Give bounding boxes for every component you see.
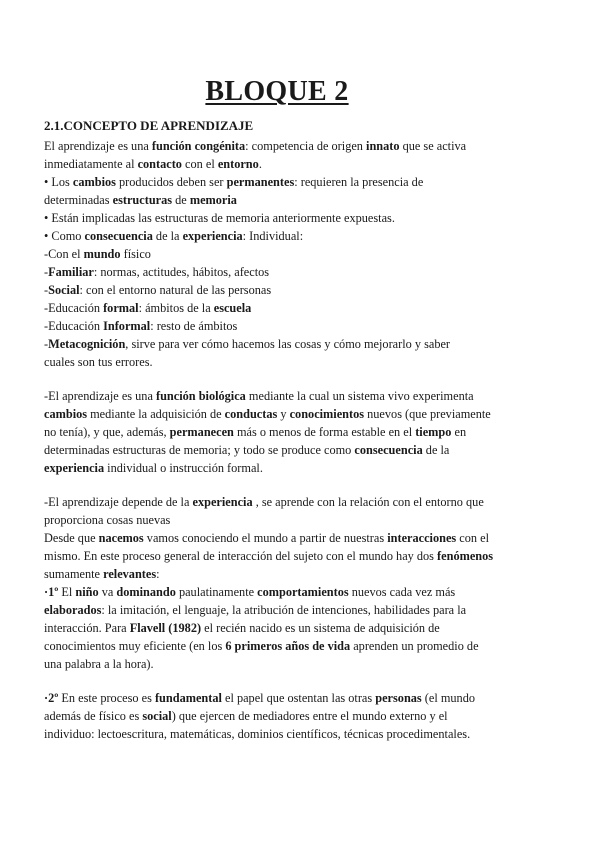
text-line bbox=[44, 459, 564, 477]
text-line bbox=[44, 601, 564, 619]
bold-term: social bbox=[142, 709, 172, 723]
text-line bbox=[44, 317, 564, 335]
text-run: aprenden un promedio de bbox=[350, 639, 479, 653]
bold-term: consecuencia bbox=[354, 443, 423, 457]
text-line bbox=[44, 725, 564, 743]
text-run: con el bbox=[181, 157, 218, 171]
text-run: El aprendizaje es una bbox=[44, 139, 152, 153]
bold-term: Social bbox=[48, 283, 80, 297]
text-run: vamos conociendo el mundo a partir de nuestras bbox=[143, 531, 388, 545]
bold-term: cambios bbox=[72, 175, 116, 189]
text-line bbox=[44, 511, 564, 529]
text-line bbox=[44, 405, 564, 423]
text-run: de bbox=[172, 193, 190, 207]
bold-term: fenómenos bbox=[437, 549, 494, 563]
text-run: no tenía), y que, además, bbox=[44, 425, 170, 439]
text-line bbox=[44, 191, 564, 209]
text-line bbox=[44, 281, 564, 299]
bold-term: tiempo bbox=[415, 425, 452, 439]
text-run: : Individual: bbox=[242, 229, 304, 243]
text-run: determinadas estructuras de memoria; y todo se produce como bbox=[44, 443, 355, 457]
text-run: - bbox=[44, 283, 49, 297]
text-run: En este proceso es bbox=[58, 691, 155, 705]
text-run: interacción. Para bbox=[44, 621, 130, 635]
text-line bbox=[44, 387, 564, 405]
text-line bbox=[44, 263, 564, 281]
bold-term: innato bbox=[366, 139, 400, 153]
text-run: - bbox=[44, 265, 49, 279]
text-line bbox=[44, 299, 564, 317]
text-run: físico bbox=[120, 247, 151, 261]
bold-term: personas bbox=[375, 691, 422, 705]
text-run: • Están implicadas las estructuras de memoria anteriormente expuestas. bbox=[44, 211, 395, 225]
text-run: individuo: lectoescritura, matemáticas, dominios científicos, técnicas procedimentales. bbox=[44, 727, 471, 741]
paragraph-block-1 bbox=[44, 137, 564, 371]
text-line bbox=[44, 583, 564, 601]
bold-term: elaborados bbox=[44, 603, 102, 617]
text-run: mediante la cual un sistema vivo experimenta bbox=[245, 389, 474, 403]
text-run: va bbox=[98, 585, 117, 599]
bold-term: Familiar bbox=[48, 265, 94, 279]
bold-term: conocimientos bbox=[289, 407, 365, 421]
text-run: . bbox=[258, 157, 262, 171]
text-run: (el mundo bbox=[421, 691, 475, 705]
text-line bbox=[44, 353, 564, 371]
text-line bbox=[44, 441, 564, 459]
text-line bbox=[44, 335, 564, 353]
text-line bbox=[44, 137, 564, 155]
text-run: -El aprendizaje es una bbox=[44, 389, 156, 403]
text-run: -El aprendizaje depende de la bbox=[44, 495, 193, 509]
paragraph-gap bbox=[44, 673, 564, 689]
bold-term: ·2º bbox=[44, 691, 59, 705]
text-run: el recién nacido es un sistema de adquisición de bbox=[201, 621, 440, 635]
text-run: - bbox=[44, 337, 49, 351]
bold-term: interacciones bbox=[387, 531, 457, 545]
bold-term: nacemos bbox=[98, 531, 144, 545]
text-line bbox=[44, 689, 564, 707]
text-line bbox=[44, 707, 564, 725]
bold-term: escuela bbox=[213, 301, 252, 315]
text-run: : ámbitos de la bbox=[138, 301, 214, 315]
text-line bbox=[44, 655, 564, 673]
bold-term: consecuencia bbox=[84, 229, 153, 243]
text-run: proporciona cosas nuevas bbox=[44, 513, 171, 527]
text-run: ) que ejercen de mediadores entre el mundo externo y el bbox=[171, 709, 448, 723]
text-run: además de físico es bbox=[44, 709, 143, 723]
text-run: individual o instrucción formal. bbox=[104, 461, 263, 475]
bold-term: dominando bbox=[116, 585, 176, 599]
bold-term: mundo bbox=[83, 247, 121, 261]
text-line bbox=[44, 637, 564, 655]
text-line bbox=[44, 173, 564, 191]
bold-term: experiencia bbox=[192, 495, 253, 509]
text-line bbox=[44, 529, 564, 547]
document-body bbox=[44, 137, 564, 743]
bold-term: experiencia bbox=[182, 229, 243, 243]
text-run: • Como bbox=[44, 229, 85, 243]
text-run: una palabra a la hora). bbox=[44, 657, 154, 671]
text-line bbox=[44, 565, 564, 583]
text-run: de la bbox=[422, 443, 450, 457]
bold-term: Informal bbox=[103, 319, 151, 333]
text-run: mediante la adquisición de bbox=[87, 407, 225, 421]
text-run: nuevos (que previamente bbox=[364, 407, 491, 421]
bold-term: comportamientos bbox=[257, 585, 349, 599]
text-run: cuales son tus errores. bbox=[44, 355, 153, 369]
paragraph-block-2 bbox=[44, 387, 564, 477]
text-run: -Educación bbox=[44, 319, 104, 333]
bold-term: fundamental bbox=[154, 691, 222, 705]
page-title: BLOQUE 2 bbox=[205, 76, 349, 107]
bold-term: ·1º bbox=[44, 585, 59, 599]
text-run: : normas, actitudes, hábitos, afectos bbox=[93, 265, 270, 279]
text-run: que se activa bbox=[399, 139, 467, 153]
text-run: más o menos de forma estable en el bbox=[233, 425, 416, 439]
bold-term: permanecen bbox=[169, 425, 234, 439]
bold-term: permanentes bbox=[226, 175, 295, 189]
paragraph-gap bbox=[44, 371, 564, 387]
text-line bbox=[44, 155, 564, 173]
paragraph-block-3 bbox=[44, 493, 564, 673]
text-run: de la bbox=[152, 229, 183, 243]
text-run: : la imitación, el lenguaje, la atribución de intenciones, habilidades para la bbox=[101, 603, 467, 617]
paragraph-block-4 bbox=[44, 689, 564, 743]
bold-term: 6 primeros años de vida bbox=[225, 639, 351, 653]
text-run: : con el entorno natural de las personas bbox=[79, 283, 272, 297]
bold-term: función biológica bbox=[155, 389, 246, 403]
bold-term: niño bbox=[75, 585, 99, 599]
bold-term: contacto bbox=[137, 157, 182, 171]
text-run: paulatinamente bbox=[175, 585, 258, 599]
text-line bbox=[44, 619, 564, 637]
text-run: , se aprende con la relación con el entorno que bbox=[252, 495, 484, 509]
text-run: : resto de ámbitos bbox=[150, 319, 238, 333]
text-run: : requieren la presencia de bbox=[294, 175, 424, 189]
text-run: Desde que bbox=[44, 531, 99, 545]
text-line bbox=[44, 547, 564, 565]
text-run: inmediatamente al bbox=[44, 157, 138, 171]
text-run: : bbox=[156, 567, 160, 581]
bold-term: formal bbox=[103, 301, 139, 315]
text-run: -Educación bbox=[44, 301, 104, 315]
text-run: y bbox=[277, 407, 290, 421]
text-line bbox=[44, 423, 564, 441]
bold-term: relevantes bbox=[103, 567, 157, 581]
text-run: nuevos cada vez más bbox=[348, 585, 456, 599]
text-line bbox=[44, 493, 564, 511]
text-run: -Con el bbox=[44, 247, 84, 261]
bold-term: función congénita bbox=[151, 139, 246, 153]
text-run: sumamente bbox=[44, 567, 104, 581]
bold-term: experiencia bbox=[44, 461, 105, 475]
bold-term: Metacognición bbox=[48, 337, 126, 351]
bold-term: memoria bbox=[189, 193, 237, 207]
bold-term: cambios bbox=[44, 407, 88, 421]
text-run: mismo. En este proceso general de interacción del sujeto con el mundo hay dos bbox=[44, 549, 438, 563]
bold-term: Flavell (1982) bbox=[129, 621, 202, 635]
text-line bbox=[44, 227, 564, 245]
text-run: en bbox=[451, 425, 467, 439]
text-run: el papel que ostentan las otras bbox=[221, 691, 376, 705]
text-line bbox=[44, 209, 564, 227]
bold-term: conductas bbox=[224, 407, 278, 421]
text-run: conocimientos muy eficiente (en los bbox=[44, 639, 226, 653]
text-run: determinadas bbox=[44, 193, 113, 207]
text-run: producidos deben ser bbox=[115, 175, 227, 189]
section-heading: 2.1.CONCEPTO DE APRENDIZAJE bbox=[44, 118, 254, 133]
paragraph-gap bbox=[44, 477, 564, 493]
bold-term: estructuras bbox=[112, 193, 173, 207]
text-run: • Los bbox=[44, 175, 73, 189]
text-run: con el bbox=[456, 531, 489, 545]
text-run: , sirve para ver cómo hacemos las cosas y cómo mejorarlo y saber bbox=[125, 337, 451, 351]
text-line bbox=[44, 245, 564, 263]
text-run: El bbox=[58, 585, 76, 599]
bold-term: entorno bbox=[217, 157, 259, 171]
text-run: : competencia de origen bbox=[245, 139, 367, 153]
